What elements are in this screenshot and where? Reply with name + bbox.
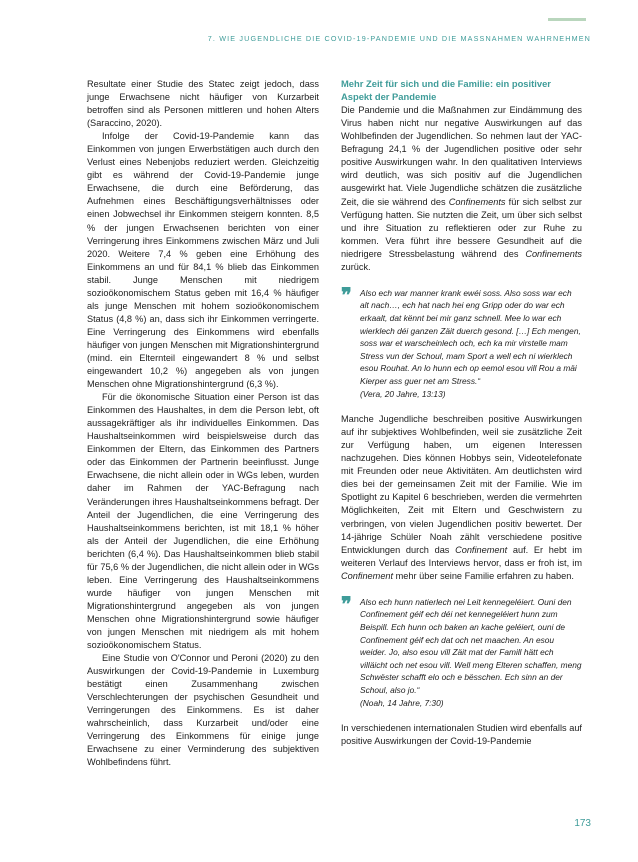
header-accent-bar: [548, 18, 586, 21]
page-number: 173: [574, 818, 591, 829]
text-run: zurück.: [341, 261, 371, 272]
emphasis: Confinement: [455, 544, 508, 555]
quote-text: Also ech hunn natierlech nei Leit kennegeléiert. Ouni den Confinement géif ech déi net kennegeléiert hunn zum Beispill. Ech hunn och baken an kache geléiert, ouni de Confinement géif ech dat och net maachen. An esou weider. Jo, also esou vill Zäit mat der Famill hätt ech villäicht och net esou vill. Well meng Elteren schaffen, meng Schwëster schafft elo och e bësschen. Ech sinn an der Schoul, also jo.“: [360, 596, 582, 695]
left-column: [87, 78, 319, 769]
paragraph: In verschiedenen internationalen Studien wird ebenfalls auf positive Auswirkungen der Covid-19-Pandemie: [341, 723, 582, 747]
emphasis: Confinements: [525, 248, 582, 259]
paragraph: Resultate einer Studie des Statec zeigt jedoch, dass junge Erwachsene nicht häufiger von Kurzarbeit betroffen sind als Personen mittleren und hohen Alters (Saraccino, 2020).: [87, 79, 319, 129]
quote-text: Also ech war manner krank ewéi soss. Also soss war ech alt nach…, ech hat nach hei eng Gripp oder do war ech erkaalt, dat kënnt bei mir ganz schnell. Mee lo war ech wierklech déi ganzen Zäit duerch gesond. […] Ech mengen, soss war et warscheinlech och, ech ka mir virstelle mam Stress vun der Schoul, mam Sport a well ech ni wierklech esou Rouhat. An lo hunn ech op eemol esou vill Rou a mäi Kierper ass guer net am Stress.“: [360, 287, 581, 386]
section-subheading: Mehr Zeit für sich und die Familie: ein positiver Aspekt der Pandemie: [341, 78, 551, 102]
paragraph: Für die ökonomische Situation einer Person ist das Einkommen des Haushaltes, in dem die Person lebt, oft aussagekräftiger als ihr individuelles Einkommen. Das Haushaltseinkommen wird beispielsweise durch das Einkommen der Eltern, das Einkommen des Partners oder das Einkommen der Partnerin beeinflusst. Junge Erwachsene, die nicht allein oder in WGs leben, wurden daher im Rahmen der YAC-Befragung nach Veränderungen ihres Haushaltseinkommens befragt. Der Anteil der Jugendlichen, die eine Verringerung des Haushaltseinkommens berichten, ist mit 18,1 % höher als der Anteil der Jugendlichen, die eine Erhöhung berichten (6,4 %). Das Haushaltseinkommen blieb stabil für 75,6 % der Jugendlichen, die nicht allein oder in WGs leben. Eine Verringerung des Haushaltseinkommens wurde häufiger von jungen Menschen mit Migrationshintergrund angegeben als von jungen Menschen ohne Migrationshintergrund sowie häufiger von jungen Menschen mit niedrigem als mit hohem sozioökonomischem Status.: [87, 392, 319, 651]
text-run: für sich selbst zur Verfügung hatten. Sie nutzten die Zeit, um über sich selbst und ihre Situation zu reflektieren oder zur Ruhe zu kommen. Vera führt ihre bessere Gesundheit auf die niedrigere Stressbelastung während des: [341, 196, 582, 259]
running-header: 7. WIE JUGENDLICHE DIE COVID-19-PANDEMIE UND DIE MASSNAHMEN WAHRNEHMEN: [207, 34, 591, 43]
quote-mark-icon: ❞: [341, 591, 352, 616]
quote-citation: (Noah, 14 Jahre, 7:30): [360, 697, 444, 708]
text-run: auf. Er hebt im weiteren Verlauf des Interviews hervor, dass er froh ist, im: [341, 544, 582, 568]
emphasis: Confinements: [448, 196, 506, 207]
text-run: Die Pandemie und die Maßnahmen zur Eindämmung des Virus haben nicht nur negative Auswirkungen auf das Wohlbefinden der Jugendlichen. So nehmen laut der YAC-Befragung 24,1 % der Jugendlichen positive oder sehr positive Auswirkungen wahr. In den qualitativen Interviews wird deutlich, was sich positiv auf die Jugendlichen ausgewirkt hat. Viele Jugendliche schätzen die zusätzliche Zeit, die sie während des: [341, 105, 582, 207]
quote-citation: (Vera, 20 Jahre, 13:13): [360, 388, 446, 399]
paragraph: Eine Studie von O'Connor und Peroni (2020) zu den Auswirkungen der Covid-19-Pandemie in Luxemburg bestätigt einen Zusammenhang zwischen Verschlechterungen der psychischen Gesundheit und Verringerungen des Einkommens. Es ist daher wahrscheinlich, dass Kurzarbeit und/oder eine Verringerung des Einkommens für einige junge Erwachsene zu einer Verminderung des subjektiven Wohlbefindens führt.: [87, 653, 319, 768]
text-run: Manche Jugendliche beschreiben positive Auswirkungen auf ihr subjektives Wohlbefinden, weil sie zusätzliche Zeit zur Verfügung haben, um eigenen Interessen nachzugehen. Dies können Hobbys sein, Videotelefonate mit Freunden oder neue Aktivitäten. Am deutlichsten wird dies bei der gemeinsamen Zeit mit der Familie. Wie im Spotlight zu Kapitel 6 beschrieben, werden die vermehrten Möglichkeiten, Zeit mit Eltern und Geschwistern zu verbringen, von vielen Jugendlichen positiv bewertet. Der 14-jährige Schüler Noah zählt verschiedene positive Entwicklungen durch das: [341, 414, 582, 555]
paragraph: [341, 413, 582, 583]
paragraph: [341, 104, 582, 274]
quote-mark-icon: ❞: [341, 282, 352, 307]
paragraph: Infolge der Covid-19-Pandemie kann das Einkommen von jungen Erwerbstätigen auch durch den Verlust eines Nebenjobs reduziert werden. Gleichzeitig gibt es während der Covid-19-Pandemie junge Erwachsene, die durch eine Beförderung, das Aufnehmen eines Beschäftigungsverhältnisses oder einen Jobwechsel ihr Einkommen steigern konnten. 8,5 % der jungen Erwachsenen berichten von einer Verringerung ihres Einkommens zwischen März und Juli 2020. Weitere 7,4 % geben eine Erhöhung des Einkommens an und für 84,1 % blieb das Einkommen stabil. Junge Menschen mit niedrigem sozioökonomischem Status geben mit 16,4 % häufiger als junge Menschen mit hohem sozioökonomischem Status (4,8 %) an, dass sich ihr Einkommen verringerte. Eine Verringerung des Einkommens wird ebenfalls häufiger von jungen Menschen mit Migrationshintergrund (mind. ein Elternteil eingewandert 8 % und selbst eingewandert 10,2 %) angegeben als von jungen Menschen ohne Migrationshintergrund (6,3 %).: [87, 131, 319, 390]
interview-quote: [341, 591, 582, 709]
right-column: [341, 78, 582, 748]
interview-quote: [341, 282, 582, 400]
text-run: mehr über seine Familie erfahren zu haben.: [393, 570, 574, 581]
emphasis: Confinement: [341, 570, 394, 581]
